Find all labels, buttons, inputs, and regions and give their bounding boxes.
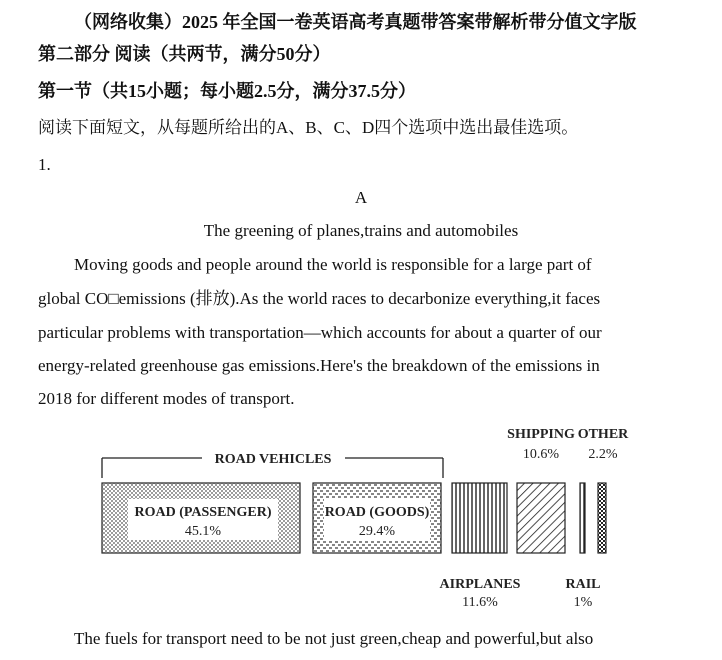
road-goods-value: 29.4% — [358, 524, 396, 539]
part-heading: 第二部分 阅读（共两节，满分50分） — [38, 44, 331, 64]
road-passenger-label: ROAD (PASSENGER) — [134, 505, 272, 520]
airplanes-block — [452, 483, 507, 553]
road-passenger-value: 45.1% — [184, 524, 222, 539]
airplanes-label: AIRPLANES — [439, 577, 521, 592]
rail-block — [580, 483, 585, 553]
airplanes-value: 11.6% — [462, 595, 498, 610]
other-value: 2.2% — [588, 447, 618, 462]
passage-title: The greening of planes,trains and automobiles — [203, 221, 519, 240]
passage-line-2: global CO□emissions (排放).As the world races to decarbonize everything,it faces — [38, 289, 601, 308]
section-heading: 第一节（共15小题；每小题2.5分，满分37.5分） — [38, 81, 416, 101]
document-title: （网络收集）2025 年全国一卷英语高考真题带答案带解析带分值文字版 — [74, 12, 637, 32]
other-block — [598, 483, 606, 553]
emissions-figure — [95, 420, 655, 615]
road-vehicles-label: ROAD VEHICLES — [214, 452, 332, 467]
shipping-label: SHIPPING — [507, 427, 575, 442]
passage-line-1: Moving goods and people around the world is responsible for a large part of — [74, 255, 592, 274]
passage-line-3: particular problems with transportation—which accounts for about a quarter of our — [38, 323, 602, 342]
road-goods-label: ROAD (GOODS) — [324, 505, 430, 520]
rail-value: 1% — [573, 595, 593, 610]
passage-line-4: energy-related greenhouse gas emissions.Here's the breakdown of the emissions in — [38, 356, 600, 375]
passage-line-5: 2018 for different modes of transport. — [38, 389, 295, 408]
instruction-text: 阅读下面短文，从每题所给出的A、B、C、D四个选项中选出最佳选项。 — [38, 118, 579, 137]
rail-label: RAIL — [565, 577, 601, 592]
question-number: 1. — [38, 155, 51, 174]
other-label: OTHER — [577, 427, 629, 442]
passage-label: A — [354, 188, 368, 207]
passage-last-line: The fuels for transport need to be not just green,cheap and powerful,but also — [74, 629, 594, 648]
shipping-block — [517, 483, 565, 553]
shipping-value: 10.6% — [522, 447, 560, 462]
